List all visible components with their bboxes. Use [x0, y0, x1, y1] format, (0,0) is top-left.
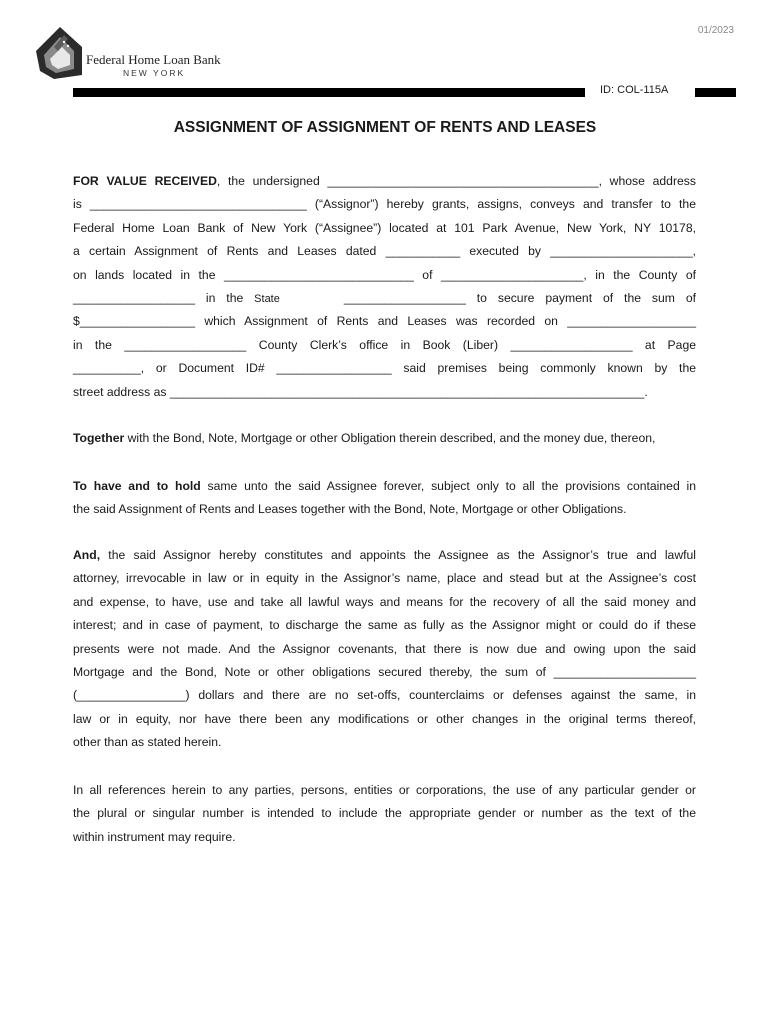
bank-name: Federal Home Loan Bank	[86, 52, 221, 67]
p4-line-3: and expense, to have, use and take all lawful ways and means for the recovery of all the said money and	[73, 594, 696, 609]
p1-line-6: __________________ in the State __________________ to secure payment of the sum of	[73, 290, 697, 305]
p1-line-3: Federal Home Loan Bank of New York (“Assignee”) located at 101 Park Avenue, New York, NY 10178,	[73, 220, 696, 235]
p1-line-2: is ________________________________ (“Assignor”) hereby grants, assigns, conveys and transfer to the	[73, 197, 696, 212]
paragraph-to-have-and-to-hold	[73, 475, 696, 522]
house-flag-icon	[34, 25, 84, 81]
document-title: ASSIGNMENT OF ASSIGNMENT OF RENTS AND LEASES	[173, 119, 597, 136]
paragraph-references	[73, 779, 696, 849]
divider-bar-left	[73, 88, 585, 97]
state-label: State	[254, 292, 280, 305]
p4-line-6: Mortgage and the Bond, Note or other obligations secured thereby, the sum of _____________________	[73, 664, 696, 679]
p1-line-10: street address as ______________________________________________________________________.	[73, 384, 648, 399]
p4-line-8: law or in equity, nor have there been any modifications or other changes in the original terms thereof,	[73, 711, 696, 726]
assignor-name-field[interactable]: ________________________________________	[327, 174, 599, 188]
p3-line-2: the said Assignment of Rents and Leases together with the Bond, Note, Mortgage or other Obligations.	[73, 502, 627, 517]
p5-line-1: In all references herein to any parties, persons, entities or corporations, the use of any particular gender or	[73, 783, 696, 797]
p4-line-7: (________________) dollars and there are no set-offs, counterclaims or defenses against the same, in	[73, 688, 696, 703]
p3-bold: To have and to hold	[73, 479, 201, 493]
p4-line-2: attorney, irrevocable in law or in equity in the Assignor’s name, place and stead but at the Assignee’s cost	[73, 571, 696, 586]
form-date: 01/2023	[697, 25, 734, 36]
p1-line-7: $_________________ which Assignment of Rents and Leases was recorded on ___________________	[73, 314, 696, 329]
p1-bold: FOR VALUE RECEIVED	[73, 174, 217, 188]
p5-line-2: the plural or singular number is intended to include the appropriate gender or number as the text of the	[73, 806, 696, 821]
p1-line-4: a certain Assignment of Rents and Leases dated ___________ executed by _____________________,	[73, 244, 696, 259]
p4-line-5: presents were not made. And the Assignor covenants, that there is now due and owing upon the said	[73, 641, 696, 656]
paragraph-for-value-received	[73, 170, 696, 404]
p1-line-9: __________, or Document ID# _________________ said premises being commonly known by the	[73, 361, 696, 376]
p4-bold: And,	[73, 548, 101, 562]
bank-logo	[34, 25, 234, 85]
p3-line-1: To have and to hold same unto the said Assignee forever, subject only to all the provisions contained in	[73, 479, 696, 493]
p1-line-5: on lands located in the ____________________________ of _____________________, in the County of	[73, 267, 696, 282]
paragraph-together	[73, 427, 696, 450]
paragraph-and	[73, 544, 696, 755]
form-id	[600, 84, 668, 96]
form-id-label: ID:	[600, 84, 615, 96]
p4-line-9: other than as stated herein.	[73, 735, 222, 750]
p2-line-1: Together with the Bond, Note, Mortgage or other Obligation therein described, and the money due, thereon,	[73, 431, 656, 445]
p4-line-1: And, the said Assignor hereby constitutes and appoints the Assignee as the Assignor’s true and lawful	[73, 548, 696, 562]
p5-line-3: within instrument may require.	[73, 829, 236, 844]
p1-line-1: FOR VALUE RECEIVED, the undersigned ________________________________________, whose address	[73, 174, 696, 188]
form-id-bar	[73, 86, 736, 98]
bank-subtitle: NEW YORK	[123, 68, 186, 78]
p2-bold: Together	[73, 431, 125, 445]
p1-line-8: in the __________________ County Clerk’s office in Book (Liber) __________________ at Page	[73, 337, 696, 352]
divider-bar-right	[695, 88, 736, 97]
p4-line-4: interest; and in case of payment, to discharge the same as fully as the Assignor might or could do if these	[73, 618, 696, 633]
form-id-value: COL-115A	[617, 84, 669, 96]
